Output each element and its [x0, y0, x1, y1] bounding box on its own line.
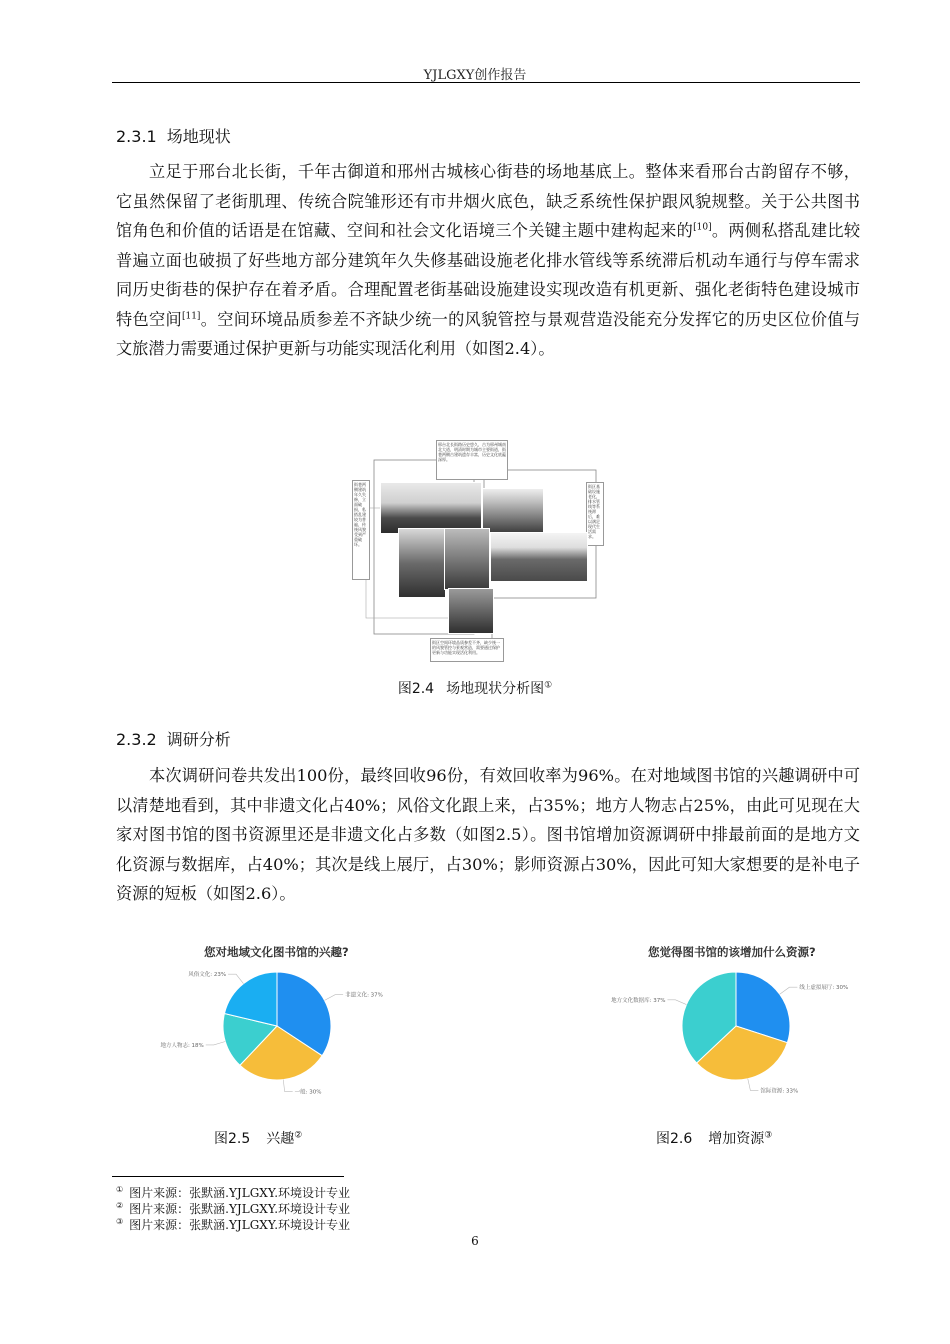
footnote-mark: ①	[116, 1185, 124, 1194]
interest-pie-chart	[160, 960, 390, 1096]
footnote-2	[116, 1200, 350, 1217]
footnote-ref[interactable]: ②	[294, 1130, 303, 1141]
leader-line-2	[667, 1000, 686, 1005]
paragraph-text: 。空间环境品质参差不齐缺少统一的风貌管控与景观营造没能充分发挥它的历史区位价值与文旅潜力需要通过保护更新与功能实现活化利用（如图2.4）。	[116, 309, 861, 358]
photo-trees	[398, 528, 446, 598]
photo-street-gate	[380, 482, 482, 534]
leader-line-3	[228, 974, 243, 983]
caption-label: 图2.6	[656, 1131, 693, 1147]
caption-label: 图2.4	[397, 681, 435, 697]
footnote-ref[interactable]: ①	[544, 680, 553, 691]
page-number: 6	[471, 1234, 479, 1248]
slice-label-2: 地方文化数据库: 37%	[611, 997, 666, 1004]
leader-line-1	[283, 1080, 292, 1092]
slice-label-1: 一般: 30%	[294, 1089, 322, 1096]
citation-ref[interactable]: [10]	[693, 222, 712, 233]
slice-label-0: 线上虚拟展厅: 30%	[799, 985, 849, 992]
figure-2-6-caption	[656, 1128, 772, 1148]
section-heading-2-3-1	[116, 124, 231, 147]
caption-title: 增加资源	[708, 1131, 765, 1147]
footnote-text: 图片来源：张默涵.YJLGXY.环境设计专业	[129, 1218, 351, 1232]
note-top: 邢台北长街路历史悠久，古为邢州城南北大道，明清时期为城市主要街道，街巷两侧古建筑遗存丰富，历史文化底蕴深厚。	[436, 440, 508, 480]
photo-temple	[490, 532, 588, 582]
footnote-1	[116, 1184, 350, 1201]
section-title: 场地现状	[166, 127, 231, 146]
photo-pedestrian	[444, 528, 490, 590]
caption-title: 兴趣	[266, 1131, 295, 1147]
footnote-text: 图片来源：张默涵.YJLGXY.环境设计专业	[129, 1186, 351, 1200]
section-number: 2.3.1	[116, 127, 157, 146]
resources-pie-chart	[600, 960, 849, 1095]
slice-label-1: 馆际资源: 33%	[760, 1088, 799, 1095]
footnote-mark: ③	[116, 1217, 124, 1226]
photo-alley	[482, 488, 544, 534]
note-bottom: 街区空间环境品质参差不齐，缺少统一的风貌管控与景观营造，需要通过保护更新与功能实现活化利用。	[430, 638, 504, 662]
footnote-ref[interactable]: ③	[764, 1130, 773, 1141]
footnote-mark: ②	[116, 1201, 124, 1210]
paragraph-text: 。两侧私搭乱建比较普遍立面也破损了好些地方部分建筑年久失修基础设施老化排水管线等系统滞后机动车通行与停车需求同历史街巷的保护存在着矛盾。合理配置老街基础设施建设实现改造有机更新、强化老街特色建设城市特色空间	[116, 221, 861, 329]
section-number: 2.3.2	[116, 730, 157, 749]
slice-label-0: 非遗文化: 37%	[345, 992, 383, 999]
figure-2-5-caption	[214, 1128, 302, 1148]
note-left: 街巷两侧建筑年久失修，立面破损，私搭乱建较为普遍，传统风貌受到严重破坏。	[352, 480, 370, 580]
running-header: YJLGXY创作报告	[423, 68, 527, 83]
leader-line-1	[748, 1079, 759, 1091]
figure-2-4-caption	[0, 678, 950, 698]
caption-label: 图2.5	[214, 1131, 251, 1147]
section-title: 调研分析	[166, 730, 231, 749]
section-heading-2-3-2	[116, 727, 231, 750]
chart-1-title: 您对地域文化图书馆的兴趣?	[204, 945, 349, 959]
caption-title: 场地现状分析图	[446, 681, 545, 697]
footnote-3	[116, 1216, 350, 1233]
leader-line-0	[325, 995, 344, 1001]
footnote-rule	[112, 1176, 344, 1177]
leader-line-2	[206, 1041, 225, 1044]
citation-ref[interactable]: [11]	[181, 311, 201, 322]
section-1-paragraph	[116, 157, 860, 364]
section-2-paragraph: 本次调研问卷共发出100份，最终回收96份，有效回收率为96%。在对地域图书馆的兴趣调研中可以清楚地看到，其中非遗文化占40%；风俗文化跟上来，占35%；地方人物志占25%，由此可见现在大家对图书馆的图书资源里还是非遗文化占多数（如图2.5）。图书馆增加资源调研中排最前面的是地方文化资源与数据库，占40%；其次是线上展厅，占30%；影师资源占30%，因此可知大家想要的是补电子资源的短板（如图2.6）。	[116, 766, 860, 903]
slice-label-2: 地方人物志: 18%	[160, 1042, 204, 1049]
footnote-text: 图片来源：张默涵.YJLGXY.环境设计专业	[129, 1202, 351, 1216]
paragraph-text: 立足于邢台北长街，千年古御道和邢州古城核心街巷的场地基底上。整体来看邢台古韵留存不够，它虽然保留了老街肌理、传统合院雏形还有市井烟火底色，缺乏系统性保护跟风貌规整。关于公共图书馆角色和价值的话语是在馆藏、空间和社会文化语境三个关键主题中建构起来的	[116, 162, 860, 240]
chart-2-title: 您觉得图书馆的该增加什么资源?	[648, 945, 816, 959]
site-analysis-figure	[344, 438, 608, 660]
note-right: 街区基础设施老化，排水管线等系统滞后，难以满足现代生活需求。	[586, 482, 604, 546]
header-rule	[112, 82, 860, 83]
slice-label-3: 风俗文化: 23%	[188, 972, 227, 979]
leader-line-0	[780, 987, 798, 994]
photo-lane	[448, 588, 494, 634]
